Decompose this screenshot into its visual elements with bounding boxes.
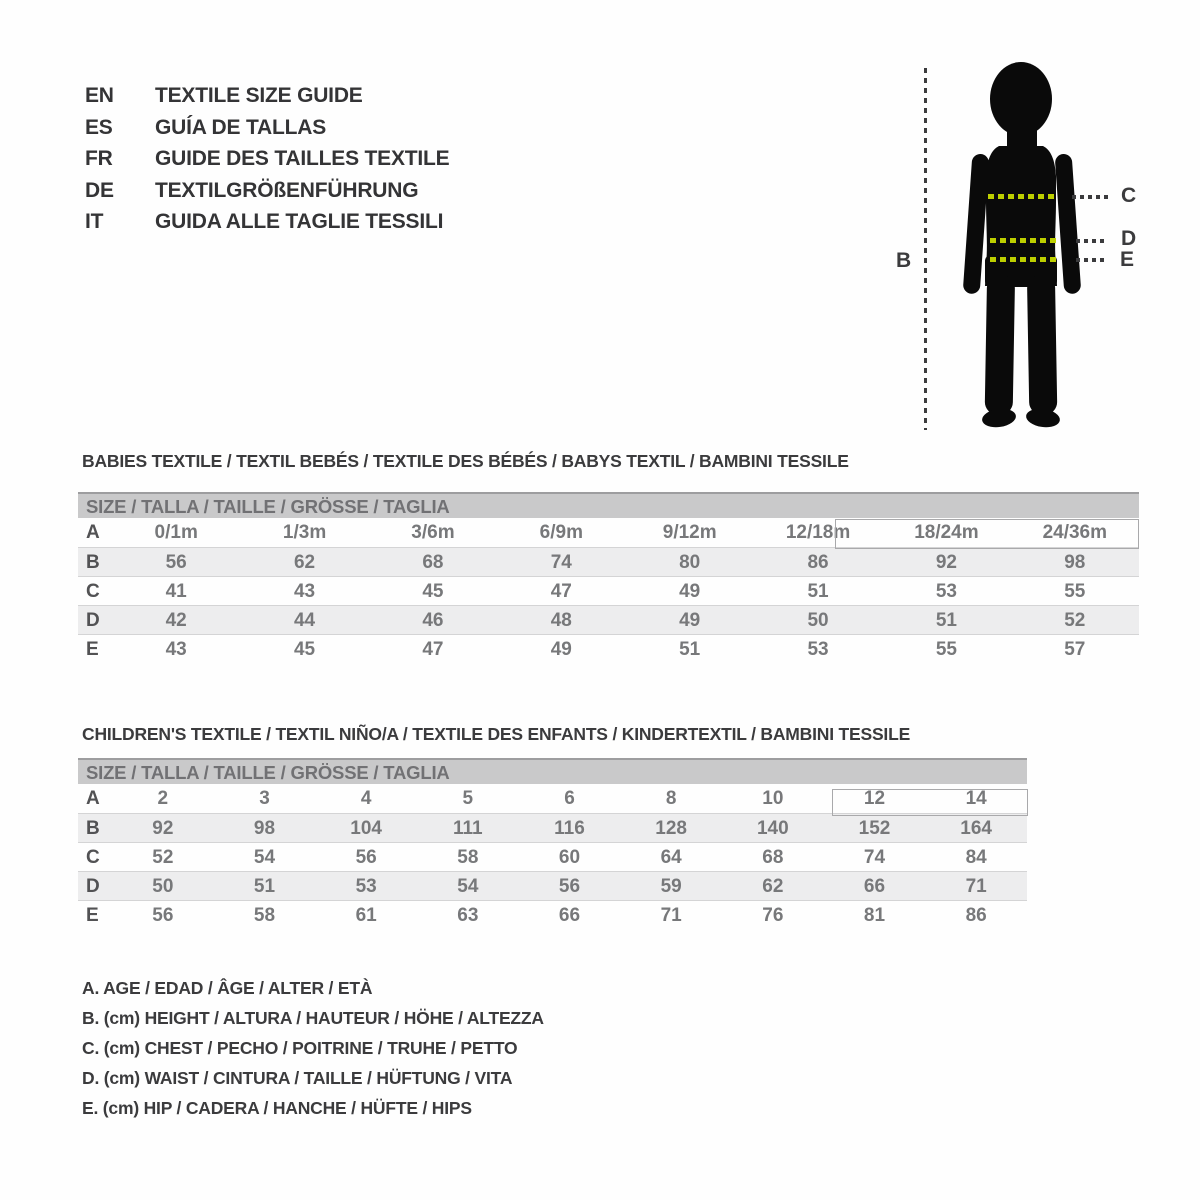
size-table-row-C [78,842,1027,871]
row-label: C [86,847,100,868]
size-cell: 44 [293,610,316,631]
language-code: FR [85,147,113,171]
size-cell: 3 [259,788,270,809]
size-cell: 55 [1064,581,1086,602]
size-cell: 45 [293,639,316,660]
size-cell: 62 [293,552,316,573]
size-cell: 53 [935,581,957,602]
size-cell: 12/18m [785,522,851,543]
size-cell: 54 [253,847,276,868]
size-cell: 51 [935,610,957,631]
language-row [85,175,449,207]
size-cell: 42 [165,610,187,631]
language-code: DE [85,178,114,202]
children-size-table-header: SIZE / TALLA / TAILLE / GRÖSSE / TAGLIA [78,758,1027,784]
size-cell: 50 [807,610,829,631]
size-cell: 68 [762,847,784,868]
size-cell: 66 [863,876,886,897]
chest-measure-line [988,194,1056,199]
row-label: A [86,522,100,543]
chest-pointer-line [1072,195,1110,199]
size-cell: 46 [422,610,444,631]
size-cell: 45 [422,581,444,602]
size-cell: 86 [965,905,987,926]
waist-pointer-line [1076,239,1108,243]
size-cell: 55 [935,639,957,660]
size-cell: 66 [558,905,581,926]
size-cell: 59 [660,876,682,897]
size-table-row-E [78,900,1027,929]
size-cell: 2 [157,788,169,809]
children-size-table [78,758,1027,929]
size-cell: 52 [152,847,174,868]
size-cell: 12 [863,788,886,809]
language-code: EN [85,84,114,107]
size-cell: 61 [355,905,377,926]
language-guide-title: GUIDE DES TAILLES TEXTILE [155,147,450,171]
language-row [85,206,449,238]
size-cell: 64 [660,847,682,868]
size-table-row-D [78,605,1139,634]
size-cell: 92 [935,552,957,573]
size-table-row-A [78,784,1027,813]
legend-line: C. (cm) CHEST / PECHO / POITRINE / TRUHE / PETTO [82,1038,518,1058]
size-cell: 18/24m [914,522,979,543]
size-cell: 52 [1064,610,1086,631]
size-cell: 80 [679,552,701,573]
size-cell: 71 [660,905,682,926]
size-cell: 86 [807,552,829,573]
size-cell: 57 [1064,639,1086,660]
size-cell: 51 [807,581,829,602]
row-label: E [86,639,99,660]
size-cell: 60 [558,847,581,868]
language-guide-title: GUÍA DE TALLAS [155,115,327,139]
hip-pointer-line [1076,258,1108,262]
size-cell: 56 [152,905,174,926]
language-guide-title: GUIDA ALLE TAGLIE TESSILI [155,210,444,234]
size-cell: 24/36m [1042,522,1108,543]
children-section-heading: CHILDREN'S TEXTILE / TEXTIL NIÑO/A / TEXTILE DES ENFANTS / KINDERTEXTIL / BAMBINI TESSILE [82,724,911,744]
size-cell: 92 [152,818,174,839]
size-cell: 9/12m [662,522,717,543]
row-label: C [86,581,100,602]
size-cell: 58 [457,847,479,868]
chest-measure-label: C [1121,184,1137,207]
child-silhouette-icon [955,50,1095,440]
waist-measure-line [990,238,1058,243]
legend-line: D. (cm) WAIST / CINTURA / TAILLE / HÜFTUNG / VITA [82,1068,513,1088]
size-cell: 84 [965,847,987,868]
size-cell: 74 [863,847,886,868]
size-cell: 10 [762,788,784,809]
babies-section-heading: BABIES TEXTILE / TEXTIL BEBÉS / TEXTILE DES BÉBÉS / BABYS TEXTIL / BAMBINI TESSILE [82,451,849,471]
row-label: A [86,788,100,809]
size-cell: 6/9m [539,522,583,543]
size-cell: 74 [550,552,572,573]
height-measure-label: B [896,249,912,272]
size-cell: 3/6m [411,522,455,543]
row-label: B [86,552,100,573]
size-table-row-C [78,576,1139,605]
size-cell: 164 [960,818,992,839]
size-cell: 58 [253,905,276,926]
size-cell: 49 [679,581,701,602]
size-cell: 56 [558,876,581,897]
language-guide-title: TEXTILGRÖßENFÜHRUNG [155,178,419,202]
height-measure-line [924,68,927,430]
size-cell: 68 [422,552,444,573]
size-cell: 51 [679,639,701,660]
size-cell: 1/3m [282,522,327,543]
size-cell: 41 [165,581,187,602]
hip-measure-line [990,257,1060,262]
size-table-row-A [78,518,1139,547]
size-cell: 14 [965,788,987,809]
language-list [85,80,449,238]
babies-size-table [78,492,1139,663]
language-row [85,80,449,112]
size-cell: 47 [422,639,444,660]
legend-line: B. (cm) HEIGHT / ALTURA / HAUTEUR / HÖHE / ALTEZZA [82,1008,544,1028]
size-cell: 49 [550,639,572,660]
size-cell: 47 [550,581,572,602]
size-cell: 111 [453,818,483,839]
size-cell: 4 [360,788,372,809]
size-cell: 49 [679,610,701,631]
babies-size-table-header: SIZE / TALLA / TAILLE / GRÖSSE / TAGLIA [78,492,1139,518]
size-cell: 152 [858,818,891,839]
size-cell: 128 [655,818,687,839]
size-cell: 81 [863,905,886,926]
hip-measure-label: E [1120,248,1135,271]
measurement-legend [82,973,544,1123]
language-code: ES [85,115,113,139]
size-table-row-E [78,634,1139,663]
size-cell: 53 [807,639,829,660]
language-row [85,143,449,175]
size-cell: 5 [462,788,474,809]
size-cell: 116 [554,818,585,839]
row-label: D [86,610,100,631]
size-cell: 98 [1064,552,1086,573]
size-cell: 50 [152,876,174,897]
size-cell: 48 [550,610,572,631]
row-label: B [86,818,100,839]
size-table-row-B [78,547,1139,576]
waist-measure-label: D [1121,227,1137,250]
legend-line: E. (cm) HIP / CADERA / HANCHE / HÜFTE / HIPS [82,1098,472,1118]
size-cell: 140 [756,818,789,839]
size-cell: 62 [762,876,784,897]
size-cell: 8 [665,788,677,809]
legend-line: A. AGE / EDAD / ÂGE / ALTER / ETÀ [82,978,373,998]
size-cell: 76 [762,905,784,926]
size-cell: 104 [350,818,382,839]
size-cell: 6 [564,788,575,809]
row-label: D [86,876,100,897]
size-cell: 56 [165,552,187,573]
size-cell: 71 [965,876,987,897]
size-table-row-B [78,813,1027,842]
row-label: E [86,905,99,926]
size-cell: 51 [253,876,276,897]
size-cell: 43 [165,639,187,660]
size-cell: 56 [355,847,377,868]
size-cell: 98 [253,818,276,839]
size-cell: 63 [457,905,479,926]
language-code: IT [85,210,104,234]
language-row [85,112,449,144]
language-guide-title: TEXTILE SIZE GUIDE [155,84,363,107]
size-cell: 0/1m [154,522,198,543]
size-cell: 53 [355,876,377,897]
size-cell: 43 [293,581,316,602]
size-table-row-D [78,871,1027,900]
size-cell: 54 [457,876,479,897]
